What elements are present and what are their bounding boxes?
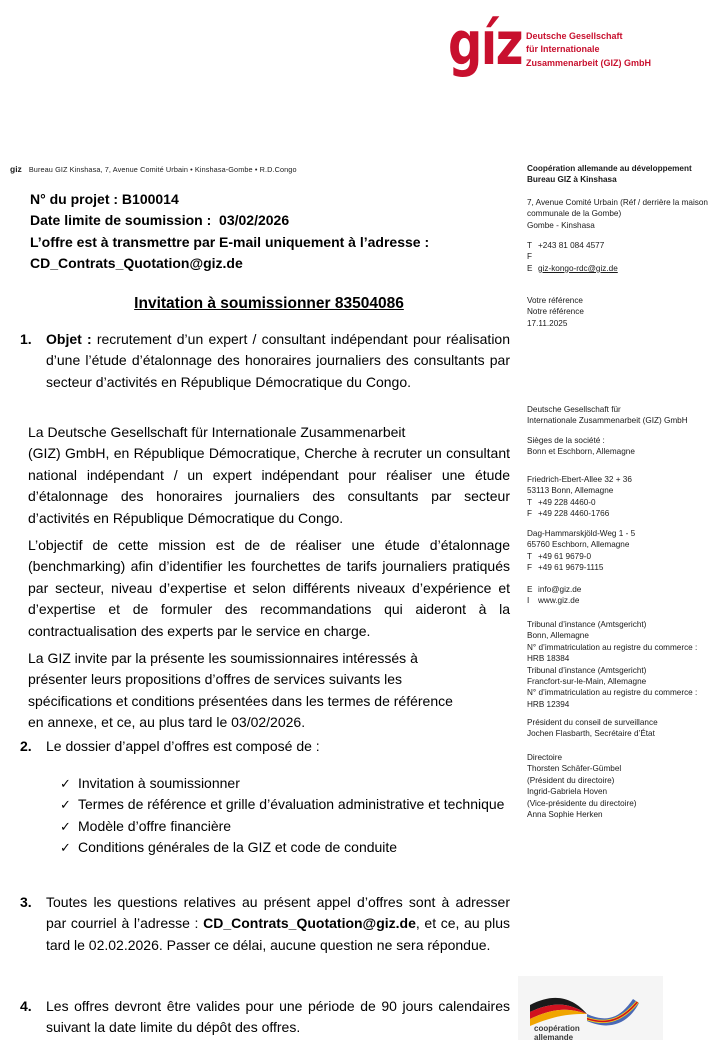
sidebar-text: info@giz.de xyxy=(538,585,582,594)
sidebar-line xyxy=(527,263,711,274)
sidebar-text: Directoire xyxy=(527,753,563,762)
document-title: Invitation à soumissionner 83504086 xyxy=(134,295,404,312)
sidebar-line xyxy=(527,251,711,262)
contact-label: F xyxy=(527,563,533,573)
sidebar-text: +49 61 9679-1115 xyxy=(538,563,604,573)
sidebar-text: (Président du directoire) xyxy=(527,775,615,785)
item-2-dossier xyxy=(20,736,510,757)
sidebar-block-bonn-office xyxy=(527,474,711,520)
contact-label: T xyxy=(527,551,533,561)
sidebar-line xyxy=(527,474,711,485)
sidebar-line xyxy=(527,630,711,641)
sidebar-line xyxy=(527,435,711,446)
sidebar-block-supervisory-board xyxy=(527,717,711,740)
sidebar-line xyxy=(527,220,711,231)
sidebar-line xyxy=(527,676,711,687)
paragraph-company: La Deutsche Gesellschaft für Internationale Zusammenarbeit (GIZ) GmbH, en République Démocratique, Cherche à recruter un consultant national indépendant / un expert indépendant pour réaliser une étude d’étalonnage des honoraires journaliers des consultants par secteur d’activités en République Démocratique du Congo. xyxy=(28,424,510,526)
contact-label: I xyxy=(527,596,530,606)
sidebar-block-online-contact xyxy=(527,584,711,607)
sidebar-text: Dag-Hammarskjöld-Weg 1 - 5 xyxy=(527,529,636,538)
sidebar-text: Bonn, Allemagne xyxy=(527,631,589,641)
item-number: 1. xyxy=(20,331,32,347)
sidebar-line xyxy=(527,619,711,630)
checklist-item-label: Conditions générales de la GIZ et code de conduite xyxy=(78,839,398,856)
sidebar-line xyxy=(527,809,711,820)
item-text: Le dossier d’appel d’offres est composé de : xyxy=(46,738,320,754)
sidebar-block-company xyxy=(527,404,711,427)
paragraph-invite: La GIZ invite par la présente les soumissionnaires intéressés à présenter leurs propositions d’offres de services suivants les spécifications et conditions présentées dans les termes de référence en annexe, et ce, au plus tard le 03/02/2026. xyxy=(28,650,453,731)
sidebar-line xyxy=(527,295,711,306)
sidebar-line xyxy=(527,699,711,710)
sidebar-text: www.giz.de xyxy=(538,596,580,606)
item-number: 3. xyxy=(20,894,32,910)
sidebar-line xyxy=(527,508,711,519)
sidebar-line xyxy=(527,404,711,415)
sidebar-line xyxy=(527,687,711,698)
sidebar-line xyxy=(527,528,711,539)
sidebar-text: Bonn et Eschborn, Allemagne xyxy=(527,447,635,457)
contact-label: E xyxy=(527,263,533,273)
sidebar-text: +243 81 084 4577 xyxy=(538,241,605,250)
giz-logo xyxy=(448,9,688,94)
sidebar-line xyxy=(527,163,711,174)
item-1-objet xyxy=(20,329,510,393)
sidebar-text: +49 61 9679-0 xyxy=(538,551,592,561)
sidebar-line xyxy=(527,485,711,496)
cooperation-caption: coopération allemande xyxy=(534,1024,580,1040)
sidebar-text: Friedrich-Ebert-Allee 32 + 36 xyxy=(527,475,632,484)
sidebar-text: Votre référence xyxy=(527,296,583,305)
sidebar-text: 17.11.2025 xyxy=(527,318,568,328)
sidebar-text: 53113 Bonn, Allemagne xyxy=(527,486,614,496)
sidebar-line xyxy=(527,595,711,606)
sidebar-text: communale de la Gombe) xyxy=(527,209,622,219)
sidebar-block-seats xyxy=(527,435,711,458)
contact-label: T xyxy=(527,241,533,250)
project-number: N° du projet : B100014 xyxy=(30,191,179,207)
email-link[interactable]: giz-kongo-rdc@giz.de xyxy=(538,263,618,273)
sidebar-line xyxy=(527,786,711,797)
checklist-item xyxy=(46,816,510,837)
sidebar-block-bureau-title xyxy=(527,163,711,186)
sidebar-line xyxy=(527,497,711,508)
sidebar-line xyxy=(527,562,711,573)
checkmark-icon: ✓ xyxy=(60,818,71,834)
sidebar-line xyxy=(527,642,711,653)
sidebar-line xyxy=(527,752,711,763)
sidebar-text: Jochen Flasbarth, Secrétaire d’État xyxy=(527,729,655,739)
checkmark-icon: ✓ xyxy=(60,840,71,856)
sender-address: Bureau GIZ Kinshasa, 7, Avenue Comité Urbain • Kinshasa-Gombe • R.D.Congo xyxy=(28,165,297,174)
sidebar-text: N° d’immatriculation au registre du commerce : xyxy=(527,642,698,652)
sidebar-text: Anna Sophie Herken xyxy=(527,810,603,820)
sidebar-line xyxy=(527,653,711,664)
header-block xyxy=(30,189,512,275)
sidebar-line xyxy=(527,584,711,595)
sidebar-line xyxy=(527,446,711,457)
sidebar-line xyxy=(527,174,711,185)
checkmark-icon: ✓ xyxy=(60,776,71,791)
sidebar-line xyxy=(527,717,711,728)
sidebar-line xyxy=(527,798,711,809)
sidebar-block-directorate xyxy=(527,752,711,820)
sidebar-line xyxy=(527,539,711,550)
sidebar-text: Tribunal d’instance (Amtsgericht) xyxy=(527,620,647,629)
checklist-item-label: Termes de référence et grille d’évaluation administrative et technique xyxy=(78,796,505,813)
sidebar-text: Deutsche Gesellschaft für xyxy=(527,405,621,414)
sidebar-line xyxy=(527,551,711,562)
sidebar-line xyxy=(527,665,711,676)
sidebar-text: Thorsten Schäfer-Gümbel xyxy=(527,764,622,774)
item-text: Objet : recrutement d’un expert / consultant indépendant pour réalisation d’une l’étude d’étalonnage des honoraires journaliers des consultants par secteur d’activités en République Démocratique du Congo. xyxy=(46,331,510,390)
contact-label: T xyxy=(527,497,533,507)
sidebar-text: +49 228 4460-1766 xyxy=(538,509,610,519)
sidebar-text: Tribunal d’instance (Amtsgericht) xyxy=(527,665,647,675)
giz-tagline: Deutsche Gesellschaft für Internationale Zusammenarbeit (GIZ) GmbH xyxy=(526,31,652,68)
sidebar-text: HRB 18384 xyxy=(527,654,570,664)
sidebar-text: HRB 12394 xyxy=(527,699,570,709)
sidebar-text: (Vice-présidente du directoire) xyxy=(527,798,637,808)
sidebar-text: +49 228 4460-0 xyxy=(538,497,596,507)
checklist-item-label: Invitation à soumissionner xyxy=(78,775,240,791)
sidebar-line xyxy=(527,318,711,329)
checkmark-icon: ✓ xyxy=(60,797,71,813)
contact-label: F xyxy=(527,509,533,519)
checklist-item xyxy=(46,794,510,815)
sidebar-line xyxy=(527,775,711,786)
sidebar-block-registry xyxy=(527,619,711,710)
sidebar-block-references xyxy=(527,295,711,329)
item-number: 2. xyxy=(20,738,32,754)
sidebar-text: Notre référence xyxy=(527,307,584,317)
sidebar-text: Président du conseil de surveillance xyxy=(527,718,658,727)
sidebar-line xyxy=(527,728,711,739)
sidebar-block-bureau-address xyxy=(527,197,711,231)
item-3-questions xyxy=(20,892,510,956)
giz-mark-small: giz xyxy=(10,164,22,174)
submission-email: CD_Contrats_Quotation@giz.de xyxy=(30,255,243,272)
sidebar-block-eschborn-office xyxy=(527,528,711,574)
sidebar-line xyxy=(527,306,711,317)
checklist xyxy=(46,773,510,859)
transmit-instruction: L’offre est à transmettre par E-mail uniquement à l’adresse : xyxy=(30,233,430,250)
sidebar-line xyxy=(527,240,711,251)
sender-line xyxy=(10,164,297,174)
contact-label: E xyxy=(527,585,533,594)
sidebar-text: N° d’immatriculation au registre du commerce : xyxy=(527,688,698,698)
questions-email: CD_Contrats_Quotation@giz.de xyxy=(203,915,416,932)
contact-label: F xyxy=(527,252,533,262)
sidebar-text: Gombe - Kinshasa xyxy=(527,220,595,230)
sidebar-line xyxy=(527,208,711,219)
sidebar-line xyxy=(527,763,711,774)
paragraph-objective: L’objectif de cette mission est de de réaliser une étude d’étalonnage (benchmarking) afin d’identifier les fourchettes de tarifs journaliers pratiqués par secteur, niveau d’expertise et selon différents niveaux d’expérience et d’expertise et de formuler des recommandations qui aideront à la contractualisation des experts par le service en charge. xyxy=(28,537,510,639)
sidebar-line xyxy=(527,197,711,208)
sidebar-text: Sièges de la société : xyxy=(527,436,605,445)
sidebar-text: Ingrid-Gabriela Hoven xyxy=(527,787,608,797)
item-number: 4. xyxy=(20,998,32,1014)
sidebar-text: Francfort-sur-le-Main, Allemagne xyxy=(527,677,647,687)
submission-deadline: Date limite de soumission : 03/02/2026 xyxy=(30,212,290,229)
sidebar-block-bureau-contact xyxy=(527,240,711,274)
item-4-validity xyxy=(20,996,510,1039)
sidebar-text: 65760 Eschborn, Allemagne xyxy=(527,540,630,550)
sidebar-line xyxy=(527,415,711,426)
checklist-item-label: Modèle d’offre financière xyxy=(78,817,232,834)
sidebar-text: Coopération allemande au développement xyxy=(527,164,692,173)
item-text: Toutes les questions relatives au présent appel d’offres sont à adresser par courriel à l’adresse : CD_Contrats_Quotation@giz.de, et ce, au plus tard le 02.02.2026. Passer ce délai, aucune question ne sera répondue. xyxy=(46,894,510,953)
sidebar-text: 7, Avenue Comité Urbain (Réf / derrière la maison xyxy=(527,198,708,207)
sidebar-text: Bureau GIZ à Kinshasa xyxy=(527,175,617,185)
item-text: Les offres devront être valides pour une période de 90 jours calendaires suivant la date limite du dépôt des offres. xyxy=(46,998,510,1036)
checklist-item xyxy=(46,773,510,794)
giz-wordmark: gíz xyxy=(448,9,522,79)
checklist-item xyxy=(46,837,510,858)
sidebar-text: Internationale Zusammenarbeit (GIZ) GmbH xyxy=(527,416,688,426)
objet-label: Objet : xyxy=(46,331,92,347)
